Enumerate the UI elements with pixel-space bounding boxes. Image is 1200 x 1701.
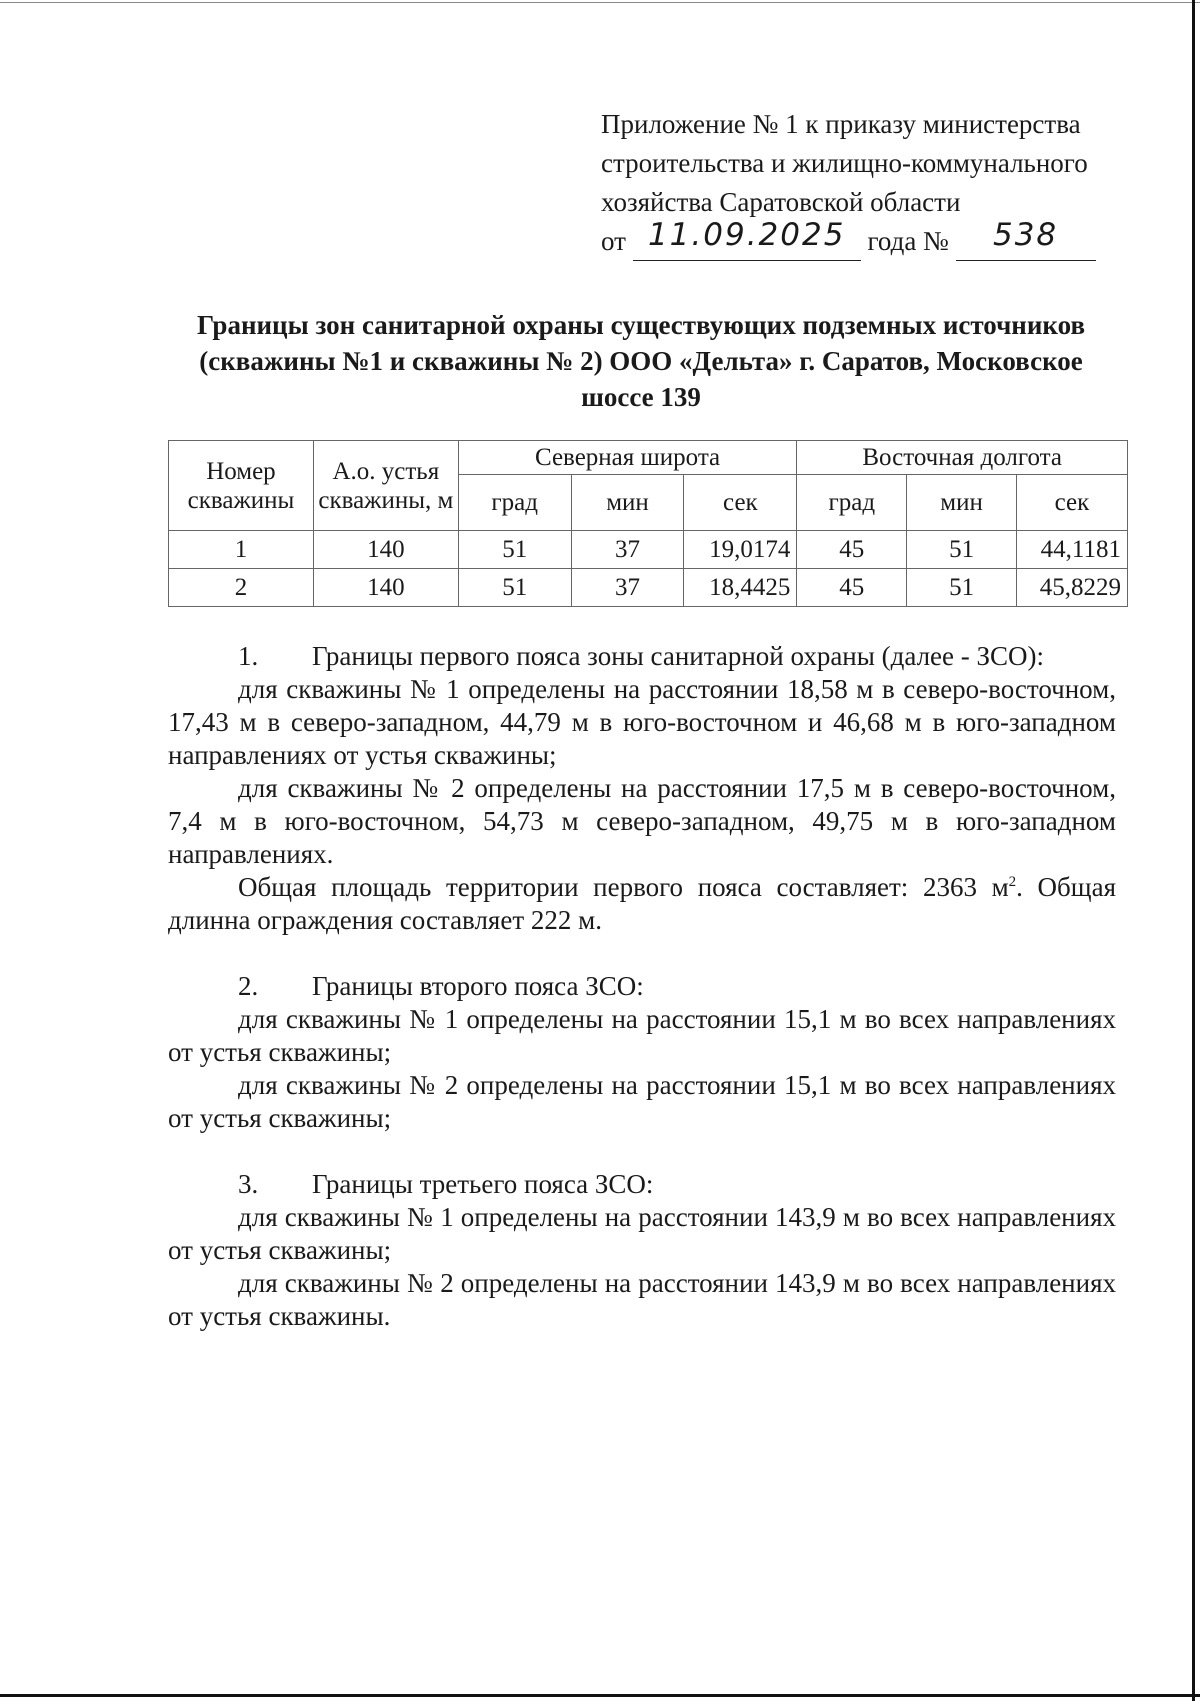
table-cell: 51 xyxy=(907,531,1017,569)
section-1-heading xyxy=(168,640,1116,673)
col-north-latitude: Северная широта xyxy=(458,441,797,475)
table-cell: 51 xyxy=(907,569,1017,607)
section-2-heading-text: Границы второго пояса ЗСО: xyxy=(312,971,644,1001)
area-text-a: Общая площадь территории первого пояса составляет: 2363 м xyxy=(238,872,1009,902)
table-cell: 45 xyxy=(797,569,907,607)
handwritten-order-number xyxy=(956,217,1096,261)
coordinates-table xyxy=(168,440,1128,607)
subcol-lon-deg: град xyxy=(797,475,907,531)
table-cell: 51 xyxy=(458,569,571,607)
subcol-lon-sec: сек xyxy=(1016,475,1127,531)
document-body xyxy=(168,640,1116,1333)
header-line-3: хозяйства Саратовской области xyxy=(601,187,961,217)
section-1-area xyxy=(168,871,1116,937)
section-3-heading-text: Границы третьего пояса ЗСО: xyxy=(312,1169,654,1199)
handwritten-date xyxy=(633,217,861,261)
table-cell: 45,8229 xyxy=(1016,569,1127,607)
table-cell: 44,1181 xyxy=(1016,531,1127,569)
table-cell: 37 xyxy=(571,569,684,607)
document-title: Границы зон санитарной охраны существующих подземных источников (скважины №1 и скважины № 2) ООО «Дельта» г. Саратов, Московское шоссе 139 xyxy=(196,310,1086,412)
section-2-number: 2. xyxy=(238,971,259,1001)
subcol-lat-min: мин xyxy=(571,475,684,531)
header-line-4 xyxy=(601,217,1121,261)
table-cell: 19,0174 xyxy=(684,531,797,569)
section-2-heading xyxy=(168,970,1116,1003)
table-cell: 140 xyxy=(313,531,458,569)
appendix-header xyxy=(601,105,1121,261)
col-well-number: Номер скважины xyxy=(169,441,314,531)
from-label: от xyxy=(601,226,626,256)
subcol-lat-sec: сек xyxy=(684,475,797,531)
section-1-well-1: для скважины № 1 определены на расстоянии 18,58 м в северо-восточном, 17,43 м в северо-западном, 44,79 м в юго-восточном и 46,68 м в юго-западном направлениях от устья скважины; xyxy=(168,674,1116,770)
area-unit-sup: 2 xyxy=(1008,874,1017,890)
col-east-longitude: Восточная долгота xyxy=(797,441,1128,475)
section-3-number: 3. xyxy=(238,1169,259,1199)
section-2-well-1: для скважины № 1 определены на расстоянии 15,1 м во всех направлениях от устья скважины; xyxy=(168,1004,1116,1067)
area-text-b: . Общая длинна ограждения составляет 222 м. xyxy=(168,872,1116,935)
header-line-2: строительства и жилищно-коммунального xyxy=(601,148,1088,178)
subcol-lat-deg: град xyxy=(458,475,571,531)
table-cell: 140 xyxy=(313,569,458,607)
year-label: года № xyxy=(867,226,949,256)
table-cell: 45 xyxy=(797,531,907,569)
subcol-lon-min: мин xyxy=(907,475,1017,531)
table-cell: 37 xyxy=(571,531,684,569)
table-cell: 51 xyxy=(458,531,571,569)
scan-edge-bottom xyxy=(0,1694,1200,1697)
scan-edge-right xyxy=(1192,0,1195,1701)
header-line-1: Приложение № 1 к приказу министерства xyxy=(601,109,1081,139)
handwritten-date-text: 11.09.2025 xyxy=(647,217,846,253)
col-elevation: А.о. устья скважины, м xyxy=(313,441,458,531)
section-1-well-2: для скважины № 2 определены на расстоянии 17,5 м в северо-восточном, 7,4 м в юго-восточном, 54,73 м северо-западном, 49,75 м в юго-западном направлениях. xyxy=(168,773,1116,869)
section-1-heading-text: Границы первого пояса зоны санитарной охраны (далее - ЗСО): xyxy=(312,641,1045,671)
section-3-well-2: для скважины № 2 определены на расстоянии 143,9 м во всех направлениях от устья скважины. xyxy=(168,1268,1116,1331)
table-cell: 2 xyxy=(169,569,314,607)
handwritten-order-number-text: 538 xyxy=(992,217,1059,253)
section-1-number: 1. xyxy=(238,641,259,671)
section-2-well-2: для скважины № 2 определены на расстоянии 15,1 м во всех направлениях от устья скважины; xyxy=(168,1070,1116,1133)
table-row xyxy=(169,569,1128,607)
section-3-heading xyxy=(168,1168,1116,1201)
scan-edge-top xyxy=(0,2,1200,3)
table-cell: 1 xyxy=(169,531,314,569)
table-row xyxy=(169,531,1128,569)
section-3-well-1: для скважины № 1 определены на расстоянии 143,9 м во всех направлениях от устья скважины; xyxy=(168,1202,1116,1265)
table-cell: 18,4425 xyxy=(684,569,797,607)
